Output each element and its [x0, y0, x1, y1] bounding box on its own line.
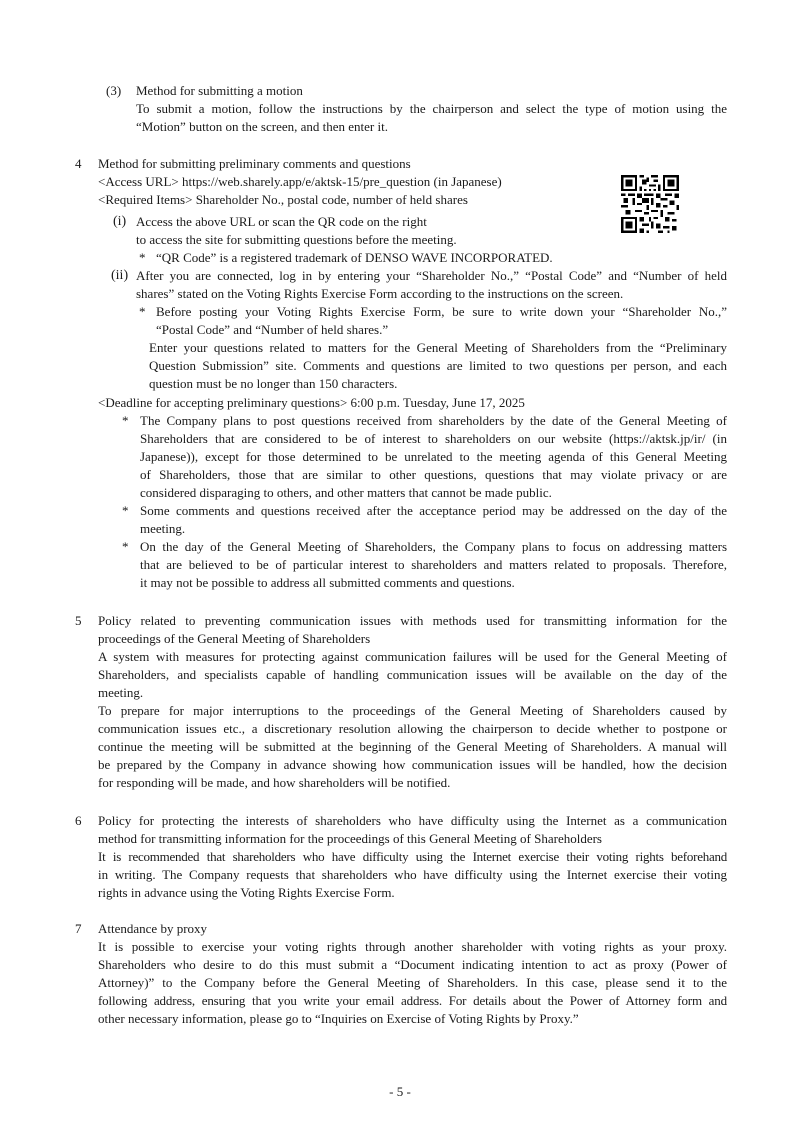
- section-number: 7: [75, 921, 82, 936]
- note-line: Some comments and questions received after the acceptance period may be addressed on the day of the: [140, 503, 727, 518]
- paragraph-line: meeting.: [98, 685, 144, 700]
- section-title: Method for submitting a motion: [136, 83, 303, 98]
- paragraph-line: continue the meeting will be submitted at the beginning of the General Meeting of Shareholders. A manual will: [98, 739, 727, 754]
- section-number: (3): [106, 83, 122, 98]
- note-marker: *: [122, 413, 129, 428]
- paragraph-line: following address, ensuring that you write your email address. For details about the Power of Attorney form and: [98, 993, 727, 1008]
- paragraph-line: for responding will be made, and how shareholders will be notified.: [98, 775, 451, 790]
- note-line: On the day of the General Meeting of Shareholders, the Company plans to focus on addressing matters: [140, 539, 727, 554]
- note-line: it may not be possible to address all submitted comments and questions.: [140, 575, 515, 590]
- paragraph-line: in writing. The Company requests that shareholders who have difficulty using the Internet exercise their voting: [98, 867, 727, 882]
- note-line: “Postal Code” and “Number of held shares.”: [156, 322, 389, 337]
- paragraph-line: A system with measures for protecting against communication failures will be used for the General Meeting of: [98, 649, 727, 664]
- paragraph-line: shares” stated on the Voting Rights Exercise Form according to the instructions on the screen.: [136, 286, 624, 301]
- paragraph-line: communication issues etc., a discretionary resolution allowing the chairperson to decide whether to postpone or: [98, 721, 727, 736]
- paragraph-line: It is recommended that shareholders who have difficulty using the Internet exercise their voting rights beforehand: [98, 849, 727, 864]
- note-line: The Company plans to post questions received from shareholders by the date of the General Meeting of: [140, 413, 727, 428]
- note-marker: *: [139, 304, 146, 319]
- note-line: considered disparaging to others, and other matters that cannot be made public.: [140, 485, 552, 500]
- section-number: 4: [75, 156, 82, 171]
- deadline-line: <Deadline for accepting preliminary questions> 6:00 p.m. Tuesday, June 17, 2025: [98, 395, 525, 410]
- paragraph-line: After you are connected, log in by entering your “Shareholder No.,” “Postal Code” and “Number of held: [136, 268, 727, 283]
- paragraph-line: Enter your questions related to matters for the General Meeting of Shareholders from the “Preliminary: [149, 340, 727, 355]
- trademark-note: “QR Code” is a registered trademark of DENSO WAVE INCORPORATED.: [156, 250, 553, 265]
- section-title: Policy related to preventing communication issues with methods used for transmitting information for the: [98, 613, 727, 628]
- note-line: Shareholders that are considered to be of interest to shareholders on our website (https://aktsk.jp/ir/ (in: [140, 431, 727, 446]
- section-title: method for transmitting information for the proceedings of this General Meeting of Shareholders: [98, 831, 602, 846]
- note-marker: *: [122, 503, 129, 518]
- note-line: of Shareholders, those that are similar to other questions, questions that may violate privacy or are: [140, 467, 727, 482]
- required-items: <Required Items> Shareholder No., postal code, number of held shares: [98, 192, 468, 207]
- paragraph-line: other necessary information, please go to “Inquiries on Exercise of Voting Rights by Proxy.”: [98, 1011, 579, 1026]
- paragraph-line: Attorney)” to the Company before the General Meeting of Shareholders. In this case, please send it to the: [98, 975, 727, 990]
- section-title: Method for submitting preliminary comments and questions: [98, 156, 411, 171]
- paragraph-line: to access the site for submitting questions before the meeting.: [136, 232, 457, 247]
- section-title: proceedings of the General Meeting of Shareholders: [98, 631, 371, 646]
- section-title: Attendance by proxy: [98, 921, 208, 936]
- paragraph-line: “Motion” button on the screen, and then enter it.: [136, 119, 388, 134]
- paragraph-line: To prepare for major interruptions to the proceedings of the General Meeting of Shareholders caused by: [98, 703, 727, 718]
- section-number: 5: [75, 613, 82, 628]
- qr-code-icon[interactable]: [621, 175, 679, 233]
- paragraph-line: To submit a motion, follow the instructions by the chairperson and select the type of motion using the: [136, 101, 727, 116]
- paragraph-line: Access the above URL or scan the QR code on the right: [136, 214, 427, 229]
- section-number: 6: [75, 813, 82, 828]
- paragraph-line: It is possible to exercise your voting rights through another shareholder with voting rights as your proxy.: [98, 939, 727, 954]
- note-line: Japanese)), except for those determined to be unrelated to the meeting agenda of this General Meeting: [140, 449, 727, 464]
- access-url[interactable]: <Access URL> https://web.sharely.app/e/aktsk-15/pre_question (in Japanese): [98, 174, 502, 189]
- note-marker: *: [122, 539, 129, 554]
- paragraph-line: rights in advance using the Voting Rights Exercise Form.: [98, 885, 395, 900]
- paragraph-line: be prepared by the Company in advance showing how communication issues will be handled, how the decision: [98, 757, 727, 772]
- note-line: meeting.: [140, 521, 186, 536]
- section-title: Policy for protecting the interests of shareholders who have difficulty using the Internet as a communication: [98, 813, 727, 828]
- note-line: that are believed to be of particular interest to shareholders and matters related to proposals. Therefore,: [140, 557, 727, 572]
- paragraph-line: Shareholders, and specialists capable of handling communication issues will be available on the day of the: [98, 667, 727, 682]
- paragraph-line: Shareholders who desire to do this must submit a “Document indicating intention to act as proxy (Power of: [98, 957, 727, 972]
- step-marker: (ii): [111, 268, 129, 283]
- paragraph-line: question must be no longer than 150 characters.: [149, 376, 398, 391]
- note-line: Before posting your Voting Rights Exercise Form, be sure to write down your “Shareholder No.,”: [156, 304, 727, 319]
- page-number: - 5 -: [389, 1084, 411, 1099]
- step-marker: (i): [113, 214, 127, 229]
- note-marker: *: [139, 250, 146, 265]
- paragraph-line: Question Submission” site. Comments and questions are limited to two questions per person, and each: [149, 358, 727, 373]
